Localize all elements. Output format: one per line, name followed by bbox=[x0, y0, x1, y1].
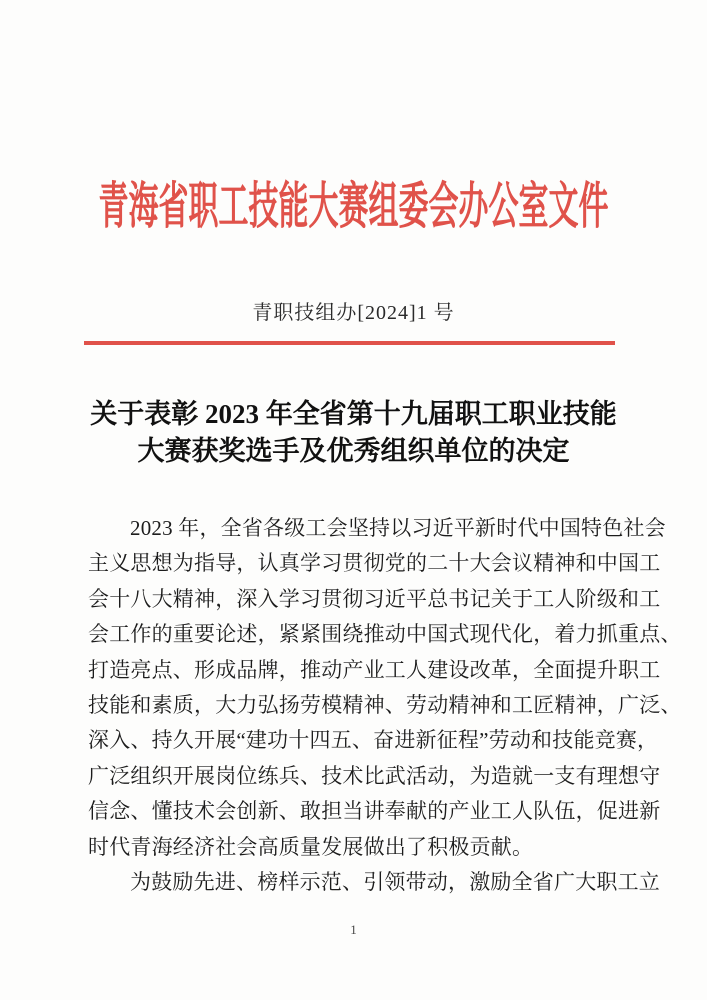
document-title bbox=[60, 396, 647, 470]
body-line: 为鼓励先进、榜样示范、引领带动，激励全省广大职工立 bbox=[130, 869, 660, 894]
page-number: 1 bbox=[350, 922, 357, 937]
body-line: 技能和素质，大力弘扬劳模精神、劳动精神和工匠精神，广泛、 bbox=[88, 692, 682, 717]
body-line: 会工作的重要论述，紧紧围绕推动中国式现代化，着力抓重点、 bbox=[88, 622, 682, 647]
body-line: 时代青海经济社会高质量发展做出了积极贡献。 bbox=[88, 834, 534, 859]
body-line: 广泛组织开展岗位练兵、技术比武活动，为造就一支有理想守 bbox=[88, 763, 661, 788]
body-line: 深入、持久开展“建功十四五、奋进新征程”劳动和技能竞赛， bbox=[88, 728, 659, 753]
body-line: 2023 年，全省各级工会坚持以习近平新时代中国特色社会 bbox=[130, 516, 666, 540]
body-line: 会十八大精神，深入学习贯彻习近平总书记关于工人阶级和工 bbox=[88, 586, 661, 611]
body-line: 打造亮点、形成品牌，推动产业工人建设改革，全面提升职工 bbox=[88, 657, 661, 682]
header-divider-line bbox=[84, 341, 615, 345]
body-line: 信念、懂技术会创新、敢担当讲奉献的产业工人队伍，促进新 bbox=[88, 799, 661, 824]
document-body bbox=[88, 511, 682, 900]
body-line: 主义思想为指导，认真学习贯彻党的二十大会议精神和中国工 bbox=[88, 551, 661, 576]
masthead-title: 青海省职工技能大赛组委会办公室文件 bbox=[98, 179, 609, 235]
document-masthead bbox=[0, 179, 707, 235]
document-title-line2: 大赛获奖选手及优秀组织单位的决定 bbox=[137, 436, 570, 466]
document-number: 青职技组办[2024]1 号 bbox=[252, 302, 455, 324]
document-title-line1: 关于表彰 2023 年全省第十九届职工职业技能 bbox=[90, 399, 617, 429]
